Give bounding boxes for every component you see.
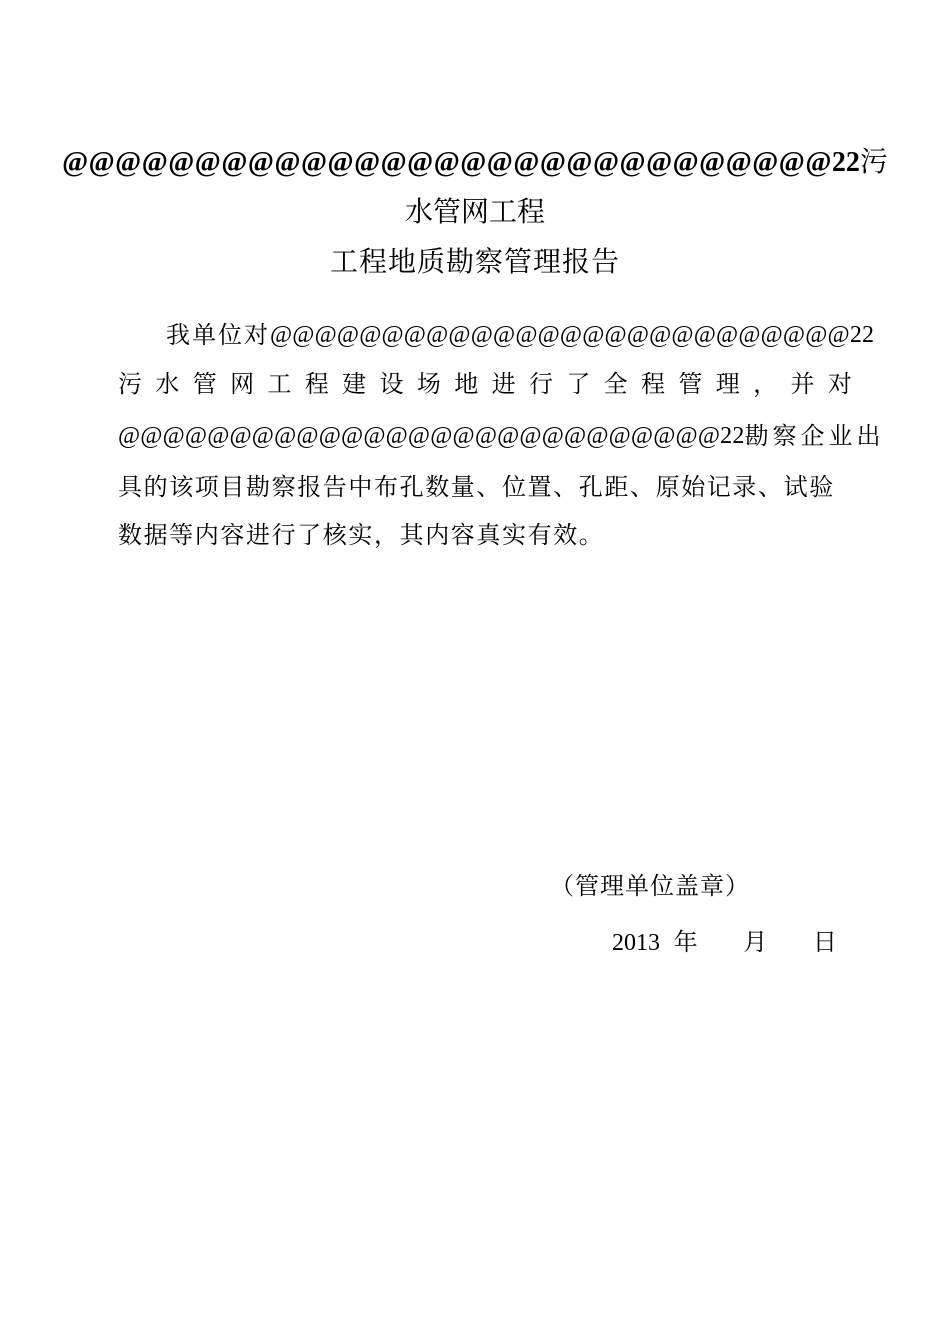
date-year: 2013 [612,930,660,956]
body-line1-redacted [270,318,874,352]
body-line2-char: 对 [827,370,852,398]
date-month-unit: 月 [743,928,768,956]
body-line1-ats: @@@@@@@@@@@@@@@@@@@@@@@@@@ [270,322,850,348]
body-line2-char: 管 [192,370,217,398]
date-year-unit: 年 [673,928,698,956]
title-line-1 [0,140,950,180]
body-line2-char: ， [753,370,778,398]
body-line-2 [118,367,852,401]
body-line2-char: 设 [379,370,404,398]
title-line1-suffix: 污 [859,145,888,178]
body-line2-char: 建 [342,370,367,398]
body-line-4: 具的该项目勘察报告中布孔数量、位置、孔距、原始记录、试验 [118,473,835,501]
body-line2-char: 程 [304,370,329,398]
body-line2-char: 行 [528,370,553,398]
body-line3-number: 22 [720,423,745,449]
body-line1-number: 22 [849,322,875,348]
title-redacted-name: @@@@@@@@@@@@@@@@@@@@@@@@@@@@@ [62,147,832,178]
body-line2-char: 全 [603,370,628,398]
body-line-3 [118,419,885,453]
report-title: 工程地质勘察管理报告 [329,245,620,278]
body-line2-char: 污 [118,370,142,398]
body-line3-suffix: 勘察企业出 [744,422,885,450]
body-line2-char: 并 [790,370,815,398]
body-line3-ats: @@@@@@@@@@@@@@@@@@@@@@@@@@@ [118,423,721,449]
body-line2-char: 进 [491,370,516,398]
body-line2-char: 工 [267,370,292,398]
stamp-label: （管理单位盖章） [550,872,750,900]
title-line-2: 水管网工程 [404,195,545,228]
body-line2-char: 地 [454,370,479,398]
body-line2-char: 程 [641,370,666,398]
body-line1-prefix: 我单位对 [166,321,270,349]
title-number: 22 [831,147,860,178]
date-line [612,922,837,957]
date-day-unit: 日 [812,928,837,956]
body-line2-char: 水 [155,370,180,398]
body-line-5: 数据等内容进行了核实，其内容真实有效。 [118,521,605,549]
body-line2-char: 理 [715,370,740,398]
body-line2-char: 网 [230,370,255,398]
body-line-1 [166,318,875,352]
body-line3-redacted [118,419,745,453]
body-line2-char: 场 [416,370,441,398]
body-line2-char: 管 [678,370,703,398]
body-line2-char: 了 [566,370,591,398]
